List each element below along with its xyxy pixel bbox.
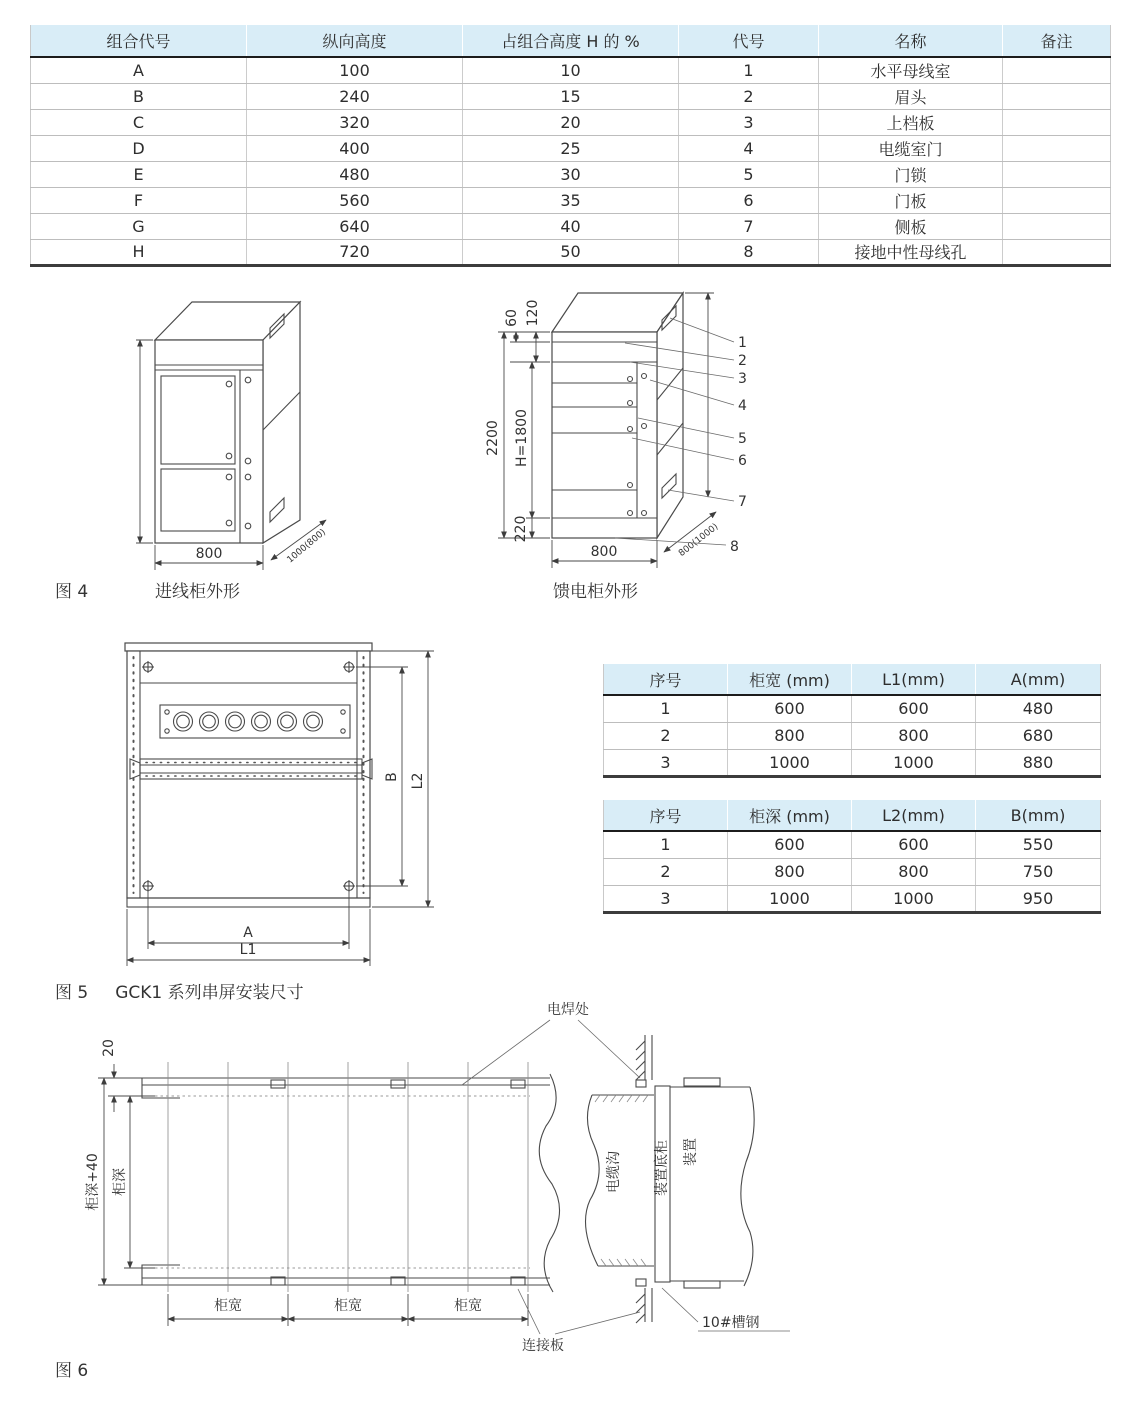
dim-label-20: 20 <box>101 1039 117 1057</box>
table-cell: 100 <box>247 57 463 83</box>
table-cell: 600 <box>728 831 852 858</box>
callout-5: 5 <box>738 431 747 447</box>
table-row <box>31 213 1111 239</box>
dim-label-l1: L1 <box>239 942 257 958</box>
table-cell: 1 <box>604 695 728 722</box>
table-cell: 800 <box>852 722 976 749</box>
table-cell: C <box>31 109 247 135</box>
table-cell: 1000 <box>728 749 852 776</box>
dim-label-depth: 柜深 <box>112 1168 128 1196</box>
table-row <box>31 187 1111 213</box>
figure5-caption: GCK1 系列串屏安装尺寸 <box>115 983 304 1003</box>
figure6-annotations <box>462 1001 790 1354</box>
table-cell <box>1003 213 1111 239</box>
table-cell: 3 <box>604 885 728 912</box>
weld-point-label: 电焊处 <box>547 1002 589 1018</box>
dim-label-a: A <box>243 925 253 941</box>
cabinet-boundary-lines <box>168 1062 528 1292</box>
table-cell: 950 <box>1022 888 1054 908</box>
figure4-left-caption: 进线柜外形 <box>155 582 240 602</box>
table-cell: 上档板 <box>819 109 1003 135</box>
table-row <box>31 161 1111 187</box>
table-cell: 8 <box>679 239 819 265</box>
table-cell: 30 <box>463 161 679 187</box>
incoming-cabinet-drawing <box>136 302 328 570</box>
table-cell: 3 <box>604 749 728 776</box>
depth-table-wrap <box>603 800 1101 914</box>
figure4-cabinet-drawings <box>40 280 800 580</box>
table-cell: 480 <box>976 695 1101 722</box>
table-cell: 2 <box>679 83 819 109</box>
dim-label-220: 220 <box>513 515 529 543</box>
panel-front-view <box>125 643 372 907</box>
table-cell: 40 <box>463 213 679 239</box>
table-cell: H <box>31 239 247 265</box>
table-cell: 侧板 <box>819 213 1003 239</box>
col-header: B(mm) <box>976 800 1101 831</box>
callout-7: 7 <box>738 494 747 510</box>
table-cell <box>1003 161 1111 187</box>
table-cell: 1000 <box>852 749 976 776</box>
table-cell: 门锁 <box>819 161 1003 187</box>
col-header: 纵向高度 <box>247 25 463 57</box>
table-row <box>31 239 1111 265</box>
dim-label-right-width: 800 <box>590 544 618 560</box>
dim-label-b: B <box>384 772 400 782</box>
col-header: 序号 <box>604 664 728 695</box>
dim-label-width-1: 柜宽 <box>214 1298 242 1314</box>
dim-label-depth40: 柜深+40 <box>85 1153 101 1211</box>
table-cell: 5 <box>679 161 819 187</box>
table-cell: 550 <box>976 831 1101 858</box>
dim-label-left-depth: 1000(800) <box>285 527 328 566</box>
callout-4: 4 <box>738 398 747 414</box>
table-cell: 750 <box>976 858 1101 885</box>
table-cell: 640 <box>247 213 463 239</box>
table-header-row <box>604 664 1101 695</box>
table-cell: 1000 <box>852 885 976 912</box>
table-cell <box>1003 187 1111 213</box>
col-header: 柜深 (mm) <box>728 800 852 831</box>
table-row <box>604 885 1101 912</box>
connection-plates <box>271 1080 525 1285</box>
table-cell: 接地中性母线孔 <box>819 239 1003 265</box>
dim-label-right-depth: 800(1000) <box>677 521 721 559</box>
callout-6: 6 <box>738 453 747 469</box>
table-cell: 35 <box>463 187 679 213</box>
figure4-right-caption: 馈电柜外形 <box>553 582 638 602</box>
mounting-section-view <box>586 1035 755 1323</box>
table-cell: 6 <box>679 187 819 213</box>
cable-trench-label: 电缆沟 <box>606 1151 622 1193</box>
table-cell: 720 <box>247 239 463 265</box>
table-row <box>604 858 1101 885</box>
table-header-row <box>31 25 1111 57</box>
table-cell: 800 <box>728 722 852 749</box>
col-header: L1(mm) <box>852 664 976 695</box>
dim-label-l2: L2 <box>410 772 426 790</box>
table-cell <box>1003 135 1111 161</box>
table-cell: F <box>31 187 247 213</box>
col-header: 代号 <box>679 25 819 57</box>
table-row <box>31 109 1111 135</box>
table-cell: 50 <box>463 239 679 265</box>
table-cell: 2 <box>604 722 728 749</box>
dim-label-left-width: 800 <box>195 546 223 562</box>
table-row <box>604 722 1101 749</box>
table-row <box>31 83 1111 109</box>
col-header: L2(mm) <box>852 800 976 831</box>
table-cell: 600 <box>728 695 852 722</box>
dim-label-width-3: 柜宽 <box>454 1298 482 1314</box>
table-cell: 1000 <box>728 885 852 912</box>
table-row <box>604 695 1101 722</box>
callout-3: 3 <box>738 371 747 387</box>
table-header-row <box>604 800 1101 831</box>
table-cell: 水平母线室 <box>819 57 1003 83</box>
table-cell: 800 <box>728 858 852 885</box>
col-header: 名称 <box>819 25 1003 57</box>
combination-table-wrap <box>30 25 1111 267</box>
feeder-cabinet-drawing <box>485 293 747 568</box>
dim-label-width-2: 柜宽 <box>334 1298 362 1314</box>
table-row <box>604 749 1101 776</box>
table-cell: 880 <box>1022 752 1054 772</box>
dim-label-120: 120 <box>525 299 541 327</box>
table-cell: 1 <box>679 57 819 83</box>
width-table <box>603 664 1101 778</box>
table-cell: 600 <box>852 831 976 858</box>
dim-label-h1800: H=1800 <box>514 409 530 467</box>
col-header: 占组合高度 H 的 % <box>463 25 679 57</box>
callout-1: 1 <box>738 335 747 351</box>
figure6-floor-drawing <box>50 1000 790 1360</box>
dim-label-2200: 2200 <box>485 420 501 456</box>
table-cell: 320 <box>247 109 463 135</box>
base-cabinet-label: 装置底柜 <box>654 1140 670 1196</box>
table-cell: 眉头 <box>819 83 1003 109</box>
table-row <box>31 57 1111 83</box>
table-cell: 门板 <box>819 187 1003 213</box>
table-cell: G <box>31 213 247 239</box>
table-cell <box>1003 109 1111 135</box>
table-cell: 3 <box>679 109 819 135</box>
table-cell: 2 <box>604 858 728 885</box>
table-cell: B <box>31 83 247 109</box>
depth-table <box>603 800 1101 914</box>
col-header: 组合代号 <box>31 25 247 57</box>
col-header: 备注 <box>1003 25 1111 57</box>
table-cell: 电缆室门 <box>819 135 1003 161</box>
table-cell: 560 <box>247 187 463 213</box>
table-cell <box>1003 83 1111 109</box>
table-cell: A <box>31 57 247 83</box>
table-cell: 4 <box>679 135 819 161</box>
col-header: 序号 <box>604 800 728 831</box>
table-cell: 20 <box>463 109 679 135</box>
channel-steel-label: 10#槽钢 <box>702 1315 760 1331</box>
table-cell: 15 <box>463 83 679 109</box>
table-cell: 800 <box>852 858 976 885</box>
connection-plate-label: 连接板 <box>522 1338 564 1354</box>
callout-2: 2 <box>738 353 747 369</box>
table-cell: 240 <box>247 83 463 109</box>
base-frame-plan <box>84 1039 560 1326</box>
figure6-label: 图 6 <box>55 1361 89 1381</box>
table-cell <box>1003 57 1111 83</box>
device-label: 装置 <box>683 1138 699 1166</box>
table-row <box>31 135 1111 161</box>
table-cell: D <box>31 135 247 161</box>
figure5-label: 图 5 <box>55 983 89 1003</box>
table-cell: 1 <box>604 831 728 858</box>
table-row <box>604 831 1101 858</box>
dim-label-60: 60 <box>504 309 520 327</box>
table-cell <box>1003 239 1111 265</box>
table-cell: 480 <box>247 161 463 187</box>
table-cell: 680 <box>976 722 1101 749</box>
table-cell: 600 <box>852 695 976 722</box>
combination-table <box>30 25 1111 267</box>
table-cell: 400 <box>247 135 463 161</box>
col-header: A(mm) <box>976 664 1101 695</box>
figure5-panel-drawing <box>60 635 450 980</box>
table-cell: 25 <box>463 135 679 161</box>
figure4-label: 图 4 <box>55 582 89 602</box>
table-cell: 7 <box>679 213 819 239</box>
width-table-wrap <box>603 664 1101 778</box>
table-cell: 10 <box>463 57 679 83</box>
table-cell: E <box>31 161 247 187</box>
col-header: 柜宽 (mm) <box>728 664 852 695</box>
callout-8: 8 <box>730 539 739 555</box>
